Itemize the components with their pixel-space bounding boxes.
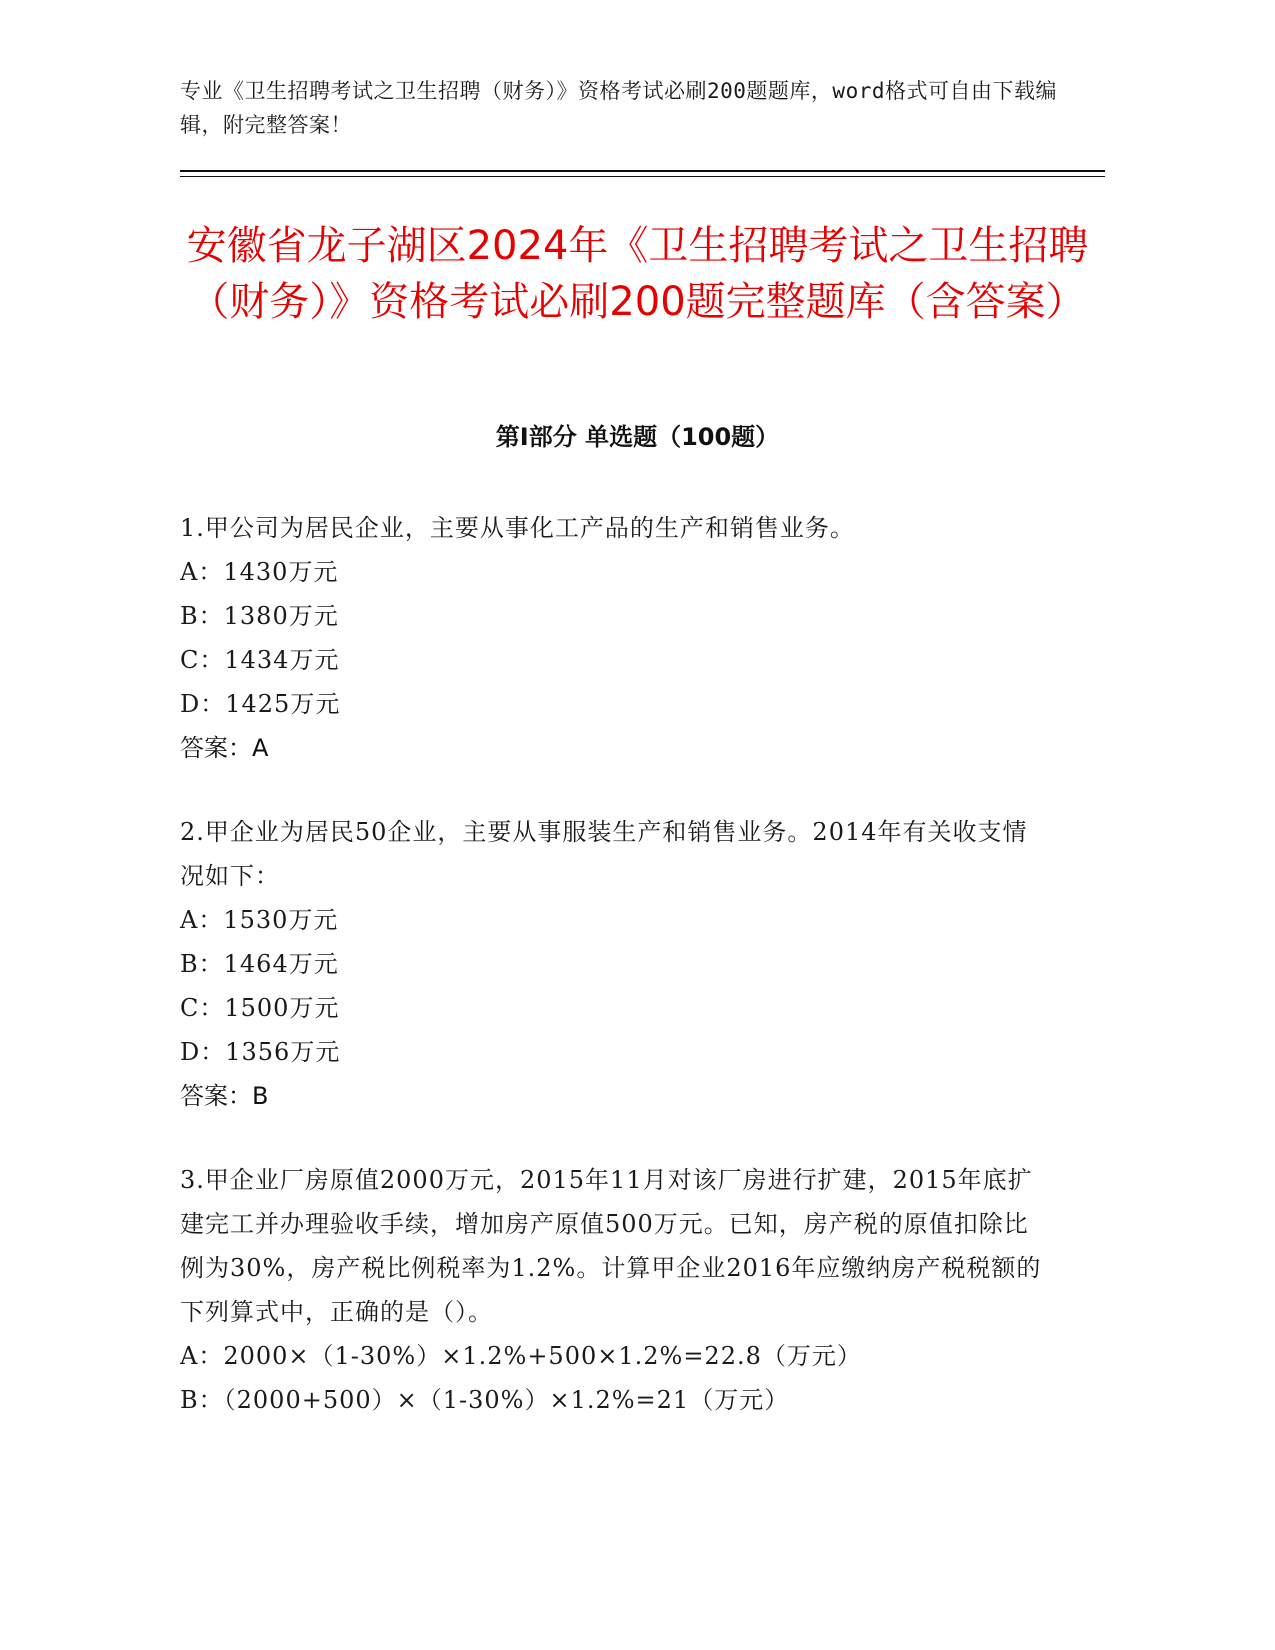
header-divider-thin [180,176,1105,177]
question-stem: 3.甲企业厂房原值2000万元，2015年11月对该厂房进行扩建，2015年底扩建完工并办理验收手续，增加房产原值500万元。已知，房产税的原值扣除比例为30%，房产税比例税率为1.2%。计算甲企业2016年应缴纳房产税税额的下列算式中，正确的是（）。 [180,1166,1042,1326]
option-d: D：1356万元 [180,1038,341,1066]
option-a: A：2000×（1-30%）×1.2%+500×1.2%=22.8（万元） [180,1342,862,1370]
question-stem: 1.甲公司为居民企业，主要从事化工产品的生产和销售业务。 [180,514,855,542]
option-b: B：1464万元 [180,950,339,978]
question-3 [180,1158,1045,1422]
option-b: B：1380万元 [180,602,339,630]
option-a: A：1430万元 [180,558,339,586]
header-note: 专业《卫生招聘考试之卫生招聘（财务）》资格考试必刷200题题库，word格式可自由下载编辑，附完整答案！ [180,79,1057,137]
option-d: D：1425万元 [180,690,341,718]
option-b: B：（2000+500）×（1-30%）×1.2%=21（万元） [180,1386,790,1414]
question-stem: 2.甲企业为居民50企业，主要从事服装生产和销售业务。2014年有关收支情况如下： [180,818,1028,890]
question-list [180,506,1045,1462]
question-1 [180,506,1045,770]
header-divider-thick [180,170,1105,172]
option-c: C：1500万元 [180,994,340,1022]
answer-line: 答案：B [180,1082,269,1110]
question-2 [180,810,1045,1118]
answer-line: 答案：A [180,734,269,762]
option-c: C：1434万元 [180,646,340,674]
option-a: A：1530万元 [180,906,339,934]
section-heading: 第I部分 单选题（100题） [495,423,780,451]
document-title: 安徽省龙子湖区2024年《卫生招聘考试之卫生招聘（财务）》资格考试必刷200题完整题库（含答案） [186,223,1089,325]
